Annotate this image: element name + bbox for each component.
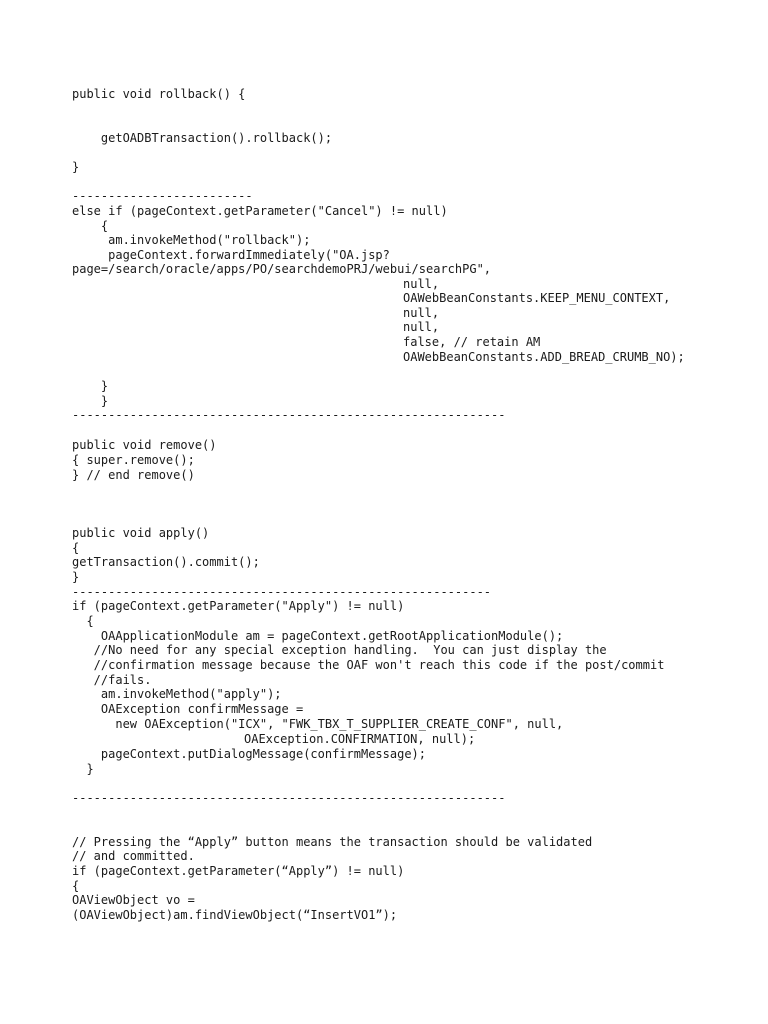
code-line: am.invokeMethod("apply");	[72, 687, 282, 701]
code-line: OAException.CONFIRMATION, null);	[244, 732, 476, 746]
separator-line: -------------------------	[72, 189, 253, 203]
code-line: getTransaction().commit();	[72, 555, 260, 569]
code-line: am.invokeMethod("rollback");	[72, 233, 311, 247]
code-line: OAWebBeanConstants.KEEP_MENU_CONTEXT,	[403, 291, 671, 305]
code-line: pageContext.putDialogMessage(confirmMessage);	[72, 747, 427, 761]
comment-line: // Pressing the “Apply” button means the transaction should be validated	[72, 835, 593, 849]
code-line: {	[72, 879, 80, 893]
code-line: new OAException("ICX", "FWK_TBX_T_SUPPLIER_CREATE_CONF", null,	[72, 717, 564, 731]
comment-line: // and committed.	[72, 849, 195, 863]
separator-line: ------------------------------------------------------------	[72, 408, 506, 422]
code-line: if (pageContext.getParameter(“Apply”) != null)	[72, 864, 405, 878]
code-line: OAWebBeanConstants.ADD_BREAD_CRUMB_NO);	[403, 350, 685, 364]
code-line: }	[72, 394, 109, 408]
separator-line: ----------------------------------------------------------	[72, 585, 492, 599]
code-line: public void rollback() {	[72, 87, 246, 101]
code-line: false, // retain AM	[403, 335, 541, 349]
code-line: }	[72, 379, 109, 393]
code-line: OAException confirmMessage =	[72, 702, 304, 716]
code-line: }	[72, 160, 80, 174]
code-line: { super.remove();	[72, 453, 195, 467]
code-line: if (pageContext.getParameter("Apply") != null)	[72, 599, 405, 613]
code-line: {	[72, 614, 94, 628]
code-line: OAApplicationModule am = pageContext.getRootApplicationModule();	[72, 629, 564, 643]
code-line: getOADBTransaction().rollback();	[72, 131, 333, 145]
code-line: {	[72, 219, 109, 233]
code-line: (OAViewObject)am.findViewObject(“InsertVO1”);	[72, 908, 398, 922]
code-line: //No need for any special exception handling. You can just display the	[72, 643, 607, 657]
code-line: pageContext.forwardImmediately("OA.jsp?	[72, 248, 390, 262]
code-line: //confirmation message because the OAF won't reach this code if the post/commit	[72, 658, 665, 672]
code-line: } // end remove()	[72, 468, 195, 482]
code-line: }	[72, 570, 80, 584]
separator-line: ------------------------------------------------------------	[72, 791, 506, 805]
code-line: public void remove()	[72, 438, 217, 452]
code-line: //fails.	[72, 673, 152, 687]
code-line: OAViewObject vo =	[72, 893, 195, 907]
code-line: }	[72, 762, 94, 776]
code-line: null,	[403, 320, 440, 334]
code-line: null,	[403, 306, 440, 320]
code-line: public void apply()	[72, 526, 210, 540]
code-line: else if (pageContext.getParameter("Cancel") != null)	[72, 204, 448, 218]
code-line: page=/search/oracle/apps/PO/searchdemoPRJ/webui/searchPG",	[72, 262, 492, 276]
code-line: null,	[403, 277, 440, 291]
code-line: {	[72, 541, 80, 555]
